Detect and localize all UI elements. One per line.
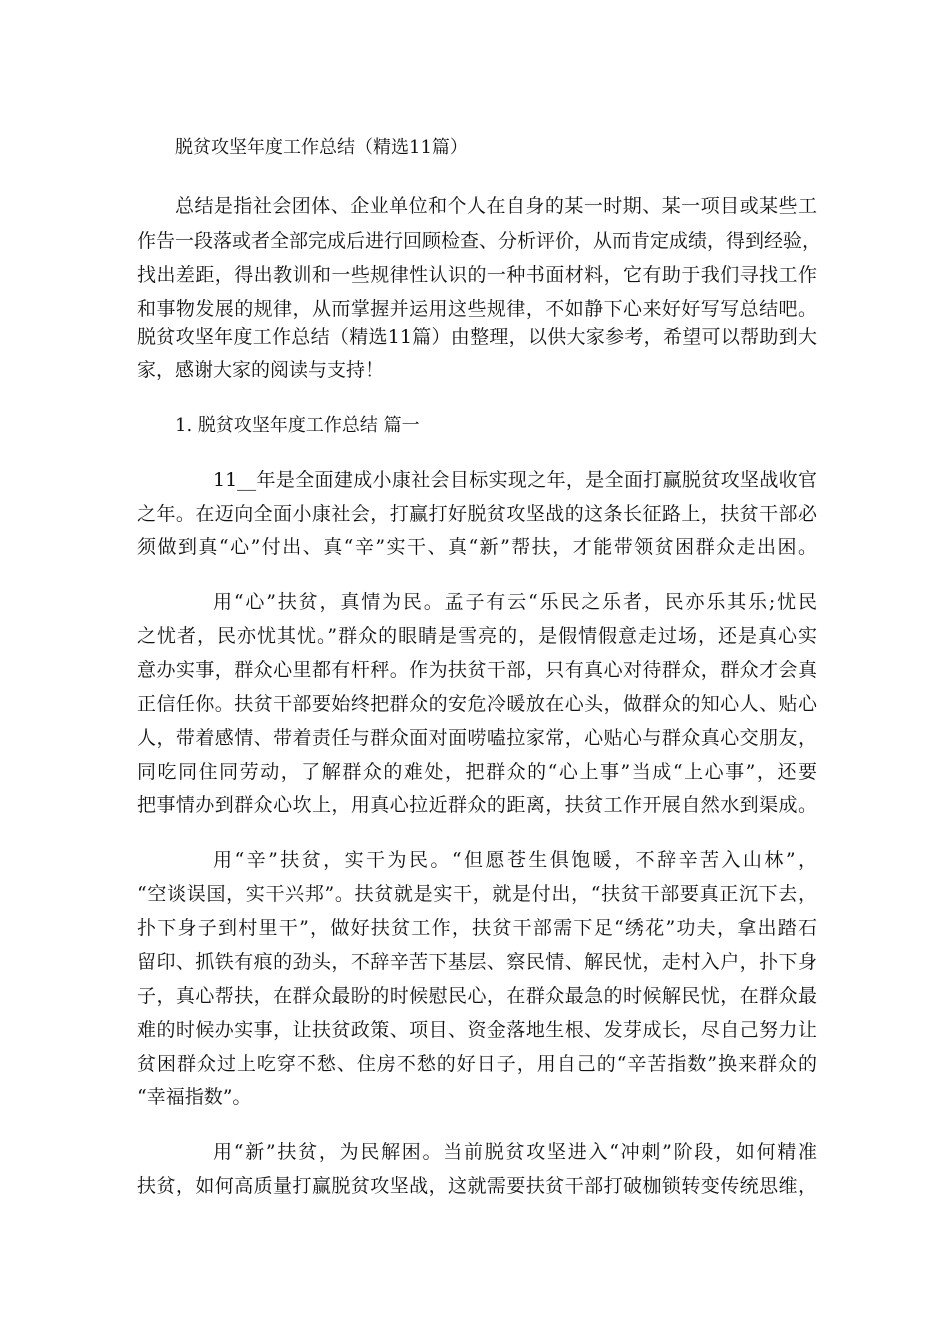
para3-line-1: 用“辛”扶贫，实干为民。“但愿苍生俱饱暖，不辞辛苦入山林”， bbox=[213, 849, 817, 871]
section-heading: 1. 脱贫攻坚年度工作总结 篇一 bbox=[175, 415, 420, 436]
para3-line-8: “幸福指数”。 bbox=[137, 1086, 252, 1108]
para2-line-3: 意办实事，群众心里都有杆秤。作为扶贫干部，只有真心对待群众，群众才会真 bbox=[137, 659, 817, 681]
para2-line-2: 之忧者，民亦忧其忧。”群众的眼睛是雪亮的，是假情假意走过场，还是真心实 bbox=[137, 625, 817, 647]
intro-line-4: 和事物发展的规律，从而掌握并运用这些规律，不如静下心来好好写写总结吧。 bbox=[137, 298, 817, 320]
para2-line-4: 正信任你。扶贫干部要始终把群众的安危冷暖放在心头，做群众的知心人、贴心 bbox=[137, 693, 817, 715]
para2-line-6: 同吃同住同劳动，了解群众的难处，把群众的“心上事”当成“上心事”，还要 bbox=[137, 761, 817, 783]
para3-line-4: 留印、抓铁有痕的劲头，不辞辛苦下基层、察民情、解民忧，走村入户，扑下身 bbox=[137, 951, 817, 973]
para4-line-1: 用“新”扶贫，为民解困。当前脱贫攻坚进入“冲刺”阶段，如何精准 bbox=[213, 1141, 817, 1163]
document-title: 脱贫攻坚年度工作总结（精选11篇） bbox=[175, 137, 468, 158]
intro-line-3: 找出差距，得出教训和一些规律性认识的一种书面材料，它有助于我们寻找工作 bbox=[137, 264, 817, 286]
para1-line-1: 11__年是全面建成小康社会目标实现之年，是全面打赢脱贫攻坚战收官 bbox=[213, 469, 817, 491]
para2-line-1: 用“心”扶贫，真情为民。孟子有云“乐民之乐者，民亦乐其乐;忧民 bbox=[213, 591, 817, 613]
para4-line-2: 扶贫，如何高质量打赢脱贫攻坚战，这就需要扶贫干部打破枷锁转变传统思维， bbox=[137, 1175, 817, 1197]
para3-line-7: 贫困群众过上吃穿不愁、住房不愁的好日子，用自己的“辛苦指数”换来群众的 bbox=[137, 1053, 817, 1075]
para2-line-5: 人，带着感情、带着责任与群众面对面唠嗑拉家常，心贴心与群众真心交朋友， bbox=[137, 727, 817, 749]
para1-line-3: 须做到真“心”付出、真“辛”实干、真“新”帮扶，才能带领贫困群众走出困。 bbox=[137, 536, 817, 558]
para3-line-6: 难的时候办实事，让扶贫政策、项目、资金落地生根、发芽成长，尽自己努力让 bbox=[137, 1019, 817, 1041]
para3-line-3: 扑下身子到村里干”，做好扶贫工作，扶贫干部需下足“绣花”功夫，拿出踏石 bbox=[137, 917, 817, 939]
intro-line-6: 家，感谢大家的阅读与支持！ bbox=[137, 359, 385, 381]
para3-line-5: 子，真心帮扶，在群众最盼的时候慰民心，在群众最急的时候解民忧，在群众最 bbox=[137, 985, 817, 1007]
para1-line-2: 之年。在迈向全面小康社会，打赢打好脱贫攻坚战的这条长征路上，扶贫干部必 bbox=[137, 503, 817, 525]
para3-line-2: “空谈误国，实干兴邦”。扶贫就是实干，就是付出，“扶贫干部要真正沉下去， bbox=[137, 883, 817, 905]
intro-line-1: 总结是指社会团体、企业单位和个人在自身的某一时期、某一项目或某些工 bbox=[175, 195, 817, 217]
intro-line-5: 脱贫攻坚年度工作总结（精选11篇）由整理，以供大家参考，希望可以帮助到大 bbox=[137, 326, 817, 348]
para2-line-7: 把事情办到群众心坎上，用真心拉近群众的距离，扶贫工作开展自然水到渠成。 bbox=[137, 794, 817, 816]
intro-line-2: 作告一段落或者全部完成后进行回顾检查、分析评价，从而肯定成绩，得到经验， bbox=[137, 230, 822, 252]
